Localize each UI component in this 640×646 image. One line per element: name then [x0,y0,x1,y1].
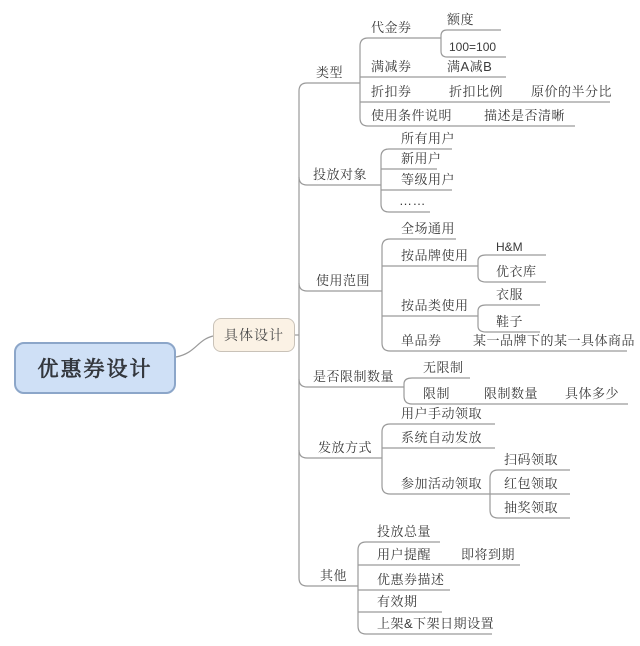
node-user-reminder: 用户提醒 [377,547,432,562]
hub-topic-label: 具体设计 [224,327,284,343]
node-full-reduction: 满减券 [371,59,412,74]
branch-usage-scope: 使用范围 [316,273,371,288]
node-auto-distribute: 系统自动发放 [401,430,483,445]
node-new-users: 新用户 [401,151,442,166]
node-unlimited: 无限制 [423,360,464,375]
branch-type: 类型 [316,65,344,80]
node-validity-period: 有效期 [377,594,418,609]
node-tier-users: 等级用户 [401,172,456,187]
node-percent-of-original: 原价的半分比 [531,84,613,99]
node-limited: 限制 [423,386,451,401]
node-all-users: 所有用户 [401,131,456,146]
node-how-many: 具体多少 [565,386,620,401]
hub-topic [213,318,295,352]
node-total-volume: 投放总量 [377,524,432,539]
node-limit-quantity: 限制数量 [484,386,539,401]
node-discount-coupon: 折扣券 [371,84,412,99]
node-full-a-minus-b: 满A减B [447,59,493,74]
node-by-brand: 按品牌使用 [401,248,469,263]
node-red-packet-claim: 红包领取 [504,476,559,491]
branch-quantity-limit: 是否限制数量 [313,369,395,384]
node-coupon-description: 优惠券描述 [377,572,445,587]
root-topic-label: 优惠券设计 [37,358,153,381]
branch-target-audience: 投放对象 [313,167,368,182]
node-uniqlo: 优衣库 [496,264,537,279]
node-clothes: 衣服 [496,287,524,302]
node-scan-claim: 扫码领取 [504,452,559,467]
node-ellipsis: …… [399,193,426,208]
node-storewide: 全场通用 [401,221,456,236]
node-specific-product: 某一品牌下的某一具体商品 [473,333,636,348]
branch-distribution-method: 发放方式 [318,440,373,455]
node-manual-claim: 用户手动领取 [401,406,483,421]
root-topic [14,342,176,394]
node-expiring-soon: 即将到期 [461,547,516,562]
node-discount-ratio: 折扣比例 [449,84,504,99]
node-single-item-coupon: 单品券 [401,333,442,348]
node-hm-brand: H&M [496,240,523,254]
node-100-equals-100: 100=100 [449,40,497,54]
node-shoes: 鞋子 [496,314,524,329]
node-shelf-date-settings: 上架&下架日期设置 [377,616,495,631]
node-amount: 额度 [447,12,475,27]
branch-other: 其他 [320,568,348,583]
node-description-clarity: 描述是否清晰 [484,108,566,123]
node-voucher: 代金券 [371,20,412,35]
node-lottery-claim: 抽奖领取 [504,500,559,515]
node-activity-claim: 参加活动领取 [401,476,483,491]
node-by-category: 按品类使用 [401,298,469,313]
node-usage-condition: 使用条件说明 [371,108,453,123]
